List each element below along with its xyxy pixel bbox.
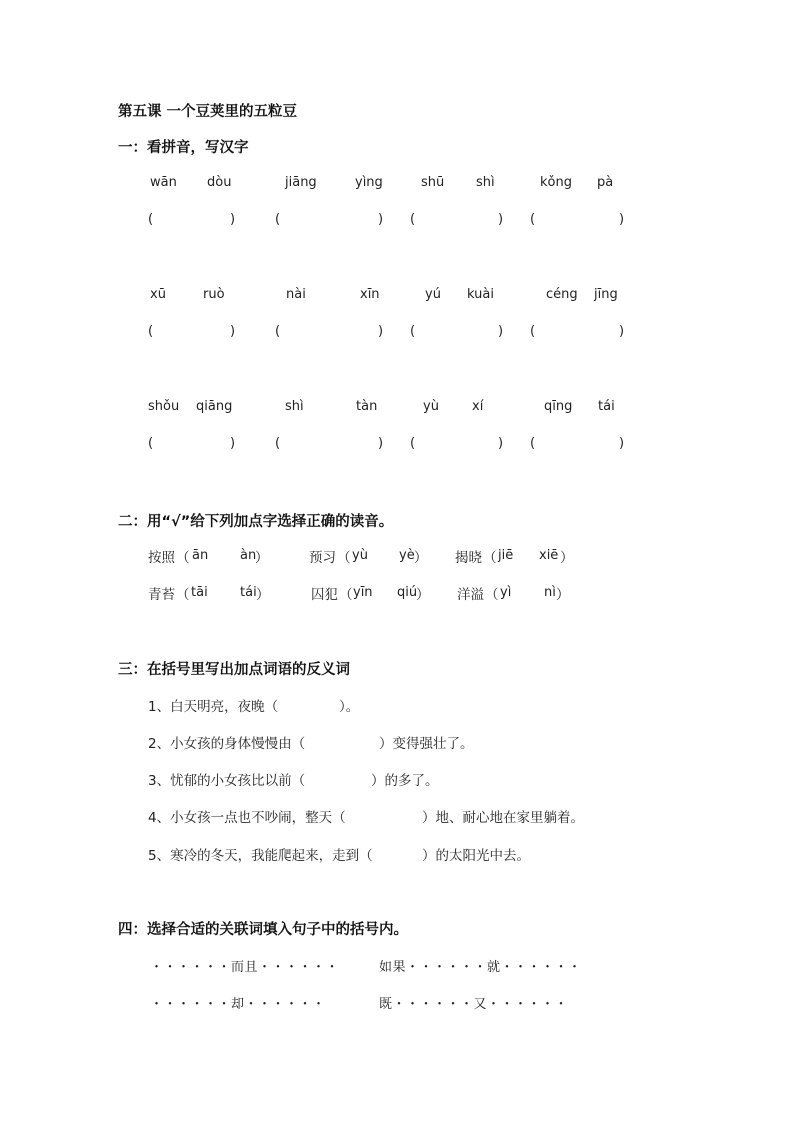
antonym-sentence-before: 3、忧郁的小女孩比以前（: [148, 773, 306, 789]
reading-option[interactable]: nì: [544, 585, 556, 600]
antonym-sentence-after: ）地、耐心地在家里躺着。: [422, 810, 584, 826]
antonym-sentence-before: 1、白天明亮，夜晚（: [148, 699, 279, 715]
antonym-sentence-before: 2、小女孩的身体慢慢由（: [148, 736, 306, 752]
answer-blank-open[interactable]: (: [530, 212, 536, 227]
pinyin: qīng: [544, 399, 573, 414]
section2-heading: 二：用“√”给下列加点字选择正确的读音。: [118, 514, 394, 530]
antonym-sentence-after: ）的太阳光中去。: [422, 848, 530, 864]
reading-word: 预习: [309, 550, 336, 566]
pinyin: shì: [476, 175, 495, 190]
reading-word: 青苔: [148, 587, 175, 603]
reading-word: 揭晓: [455, 550, 482, 566]
answer-blank-close: ): [230, 212, 236, 227]
antonym-sentence-after: ）变得强壮了。: [379, 736, 474, 752]
pinyin: xí: [472, 399, 484, 414]
pinyin: tái: [598, 399, 615, 414]
reading-option[interactable]: yì: [500, 585, 512, 600]
pinyin: shǒu: [148, 399, 180, 414]
reading-option[interactable]: tāi: [191, 585, 208, 600]
pinyin: kǒng: [540, 175, 572, 190]
open-paren: （: [339, 587, 353, 603]
close-paren: ）: [256, 587, 270, 603]
antonym-sentence-before: 5、寒冷的冬天，我能爬起来，走到（: [148, 848, 373, 864]
page-title: 第五课 一个豆荚里的五粒豆: [118, 104, 298, 120]
reading-word: 洋溢: [457, 587, 484, 603]
pinyin: shì: [285, 399, 304, 414]
antonym-sentence-before: 4、小女孩一点也不吵闹，整天（: [148, 810, 346, 826]
reading-word: 按照: [148, 550, 175, 566]
reading-word: 囚犯: [311, 587, 338, 603]
pinyin: pà: [597, 175, 614, 190]
conjunction-option: ・・・・・・而且・・・・・・: [150, 960, 340, 975]
reading-option[interactable]: jiē: [498, 548, 514, 563]
pinyin: shū: [421, 175, 445, 190]
answer-blank-close: ): [619, 212, 625, 227]
conjunction-option: 如果・・・・・・就・・・・・・: [379, 960, 582, 975]
pinyin: jiāng: [285, 175, 317, 190]
close-paren: ）: [255, 550, 269, 566]
pinyin: kuài: [467, 287, 494, 302]
answer-blank-open[interactable]: (: [275, 212, 281, 227]
pinyin: nài: [286, 287, 306, 302]
answer-blank-open[interactable]: (: [275, 324, 281, 339]
conjunction-option: ・・・・・・却・・・・・・: [150, 997, 326, 1012]
close-paren: ）: [560, 550, 574, 566]
answer-blank-open[interactable]: (: [410, 436, 416, 451]
answer-blank-open[interactable]: (: [148, 324, 154, 339]
pinyin: qiāng: [196, 399, 233, 414]
close-paren: ）: [414, 550, 428, 566]
section1-heading: 一：看拼音，写汉字: [118, 140, 249, 156]
answer-blank-open[interactable]: (: [530, 324, 536, 339]
answer-blank-close: ): [619, 324, 625, 339]
reading-option[interactable]: yè: [399, 548, 415, 563]
pinyin: xū: [150, 287, 166, 302]
pinyin: yù: [423, 399, 439, 414]
open-paren: （: [337, 550, 351, 566]
pinyin: yú: [425, 287, 441, 302]
conjunction-option: 既・・・・・・又・・・・・・: [379, 997, 569, 1012]
answer-blank-open[interactable]: (: [530, 436, 536, 451]
answer-blank-open[interactable]: (: [148, 212, 154, 227]
open-paren: （: [176, 550, 190, 566]
answer-blank-open[interactable]: (: [410, 324, 416, 339]
section4-heading: 四：选择合适的关联词填入句子中的括号内。: [118, 922, 408, 938]
pinyin: dòu: [207, 175, 232, 190]
answer-blank-close: ): [230, 324, 236, 339]
answer-blank-open[interactable]: (: [148, 436, 154, 451]
antonym-sentence-after: ）的多了。: [371, 773, 439, 789]
pinyin: céng: [546, 287, 578, 302]
pinyin: ruò: [203, 287, 225, 302]
close-paren: ）: [556, 587, 570, 603]
answer-blank-close: ): [498, 436, 504, 451]
answer-blank-close: ): [378, 436, 384, 451]
reading-option[interactable]: qiú: [397, 585, 418, 600]
pinyin: tàn: [356, 399, 378, 414]
answer-blank-close: ): [498, 212, 504, 227]
answer-blank-close: ): [498, 324, 504, 339]
pinyin: yìng: [355, 175, 383, 190]
reading-option[interactable]: yīn: [353, 585, 373, 600]
answer-blank-close: ): [230, 436, 236, 451]
section3-heading: 三：在括号里写出加点词语的反义词: [118, 662, 350, 678]
close-paren: ）: [416, 587, 430, 603]
reading-option[interactable]: xiē: [539, 548, 559, 563]
open-paren: （: [176, 587, 190, 603]
pinyin: jīng: [594, 287, 618, 302]
reading-option[interactable]: tái: [240, 585, 257, 600]
open-paren: （: [483, 550, 497, 566]
reading-option[interactable]: yù: [352, 548, 368, 563]
reading-option[interactable]: ān: [192, 548, 209, 563]
pinyin: xīn: [360, 287, 380, 302]
pinyin: wān: [150, 175, 177, 190]
open-paren: （: [485, 587, 499, 603]
answer-blank-open[interactable]: (: [275, 436, 281, 451]
reading-option[interactable]: àn: [240, 548, 257, 563]
answer-blank-close: ): [378, 212, 384, 227]
answer-blank-close: ): [619, 436, 625, 451]
answer-blank-open[interactable]: (: [410, 212, 416, 227]
answer-blank-close: ): [378, 324, 384, 339]
antonym-sentence-after: ）。: [339, 699, 360, 715]
